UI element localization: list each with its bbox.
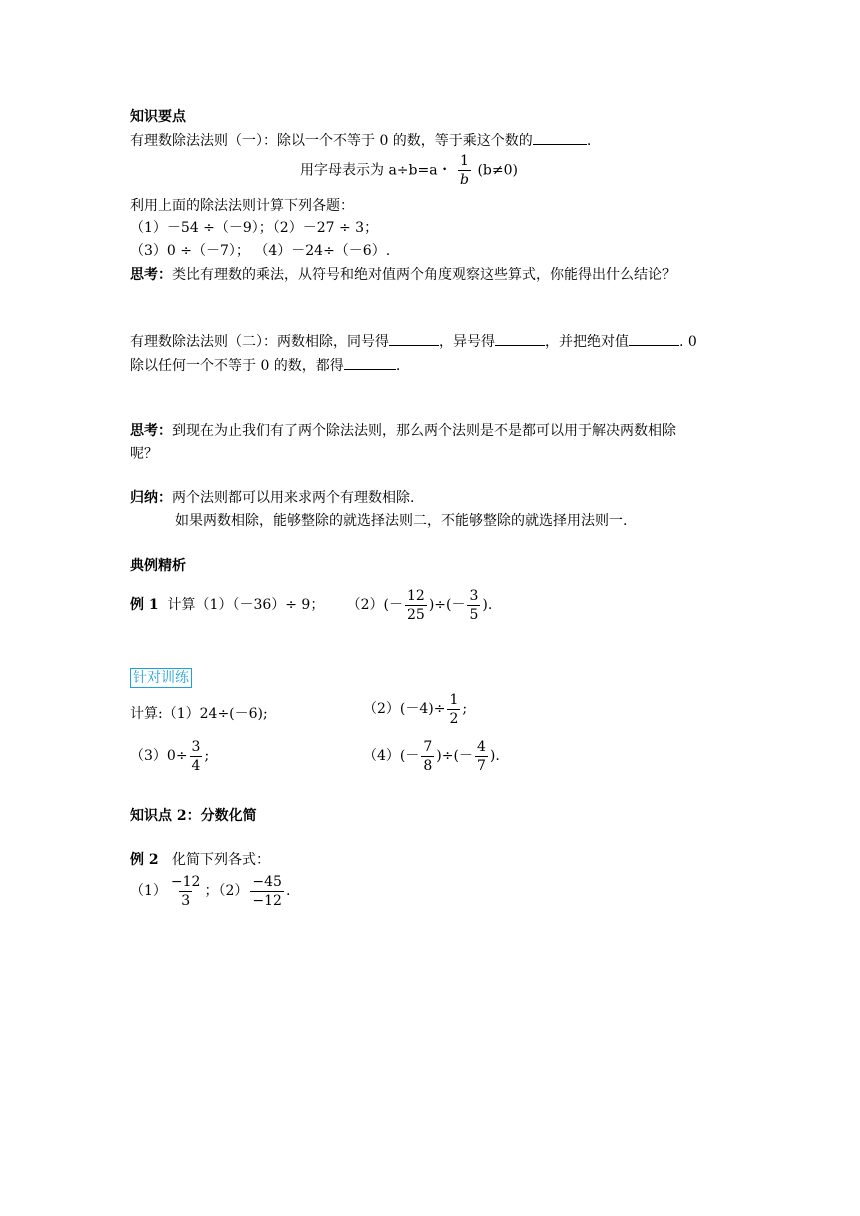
- example-label: 例 2: [130, 852, 159, 868]
- summary-label: 归纳：: [130, 490, 172, 506]
- formula-line: [300, 152, 518, 189]
- exercise-line-1: （1）－54 ÷（－9）；（2）－27 ÷ 3；: [130, 220, 379, 236]
- training-tag: 针对训练: [130, 668, 192, 688]
- example-one-mid: )÷(－: [428, 597, 466, 613]
- training-q1: 计算:（1）24÷(－6);: [130, 706, 268, 722]
- fraction-denominator: 5: [469, 606, 479, 623]
- fraction-1-2: [447, 691, 460, 728]
- heading-knowledge-points: 知识要点: [130, 109, 186, 125]
- example-two: [130, 850, 270, 870]
- answer-blank[interactable]: [495, 331, 545, 346]
- fraction-3-4: [190, 738, 203, 775]
- q2-prefix: （2）(－4)÷: [363, 701, 446, 717]
- fraction-numerator: 1: [449, 691, 459, 708]
- formula-prefix: 用字母表示为 a÷b=a・: [300, 162, 452, 179]
- summary-line-2: 如果两数相除，能够整除的就选择法则二，不能够整除的就选择用法则一.: [175, 513, 628, 529]
- fraction-numerator: 12: [406, 587, 425, 604]
- think-two-line-1: [130, 421, 676, 441]
- fraction-denominator: 8: [423, 757, 433, 774]
- fraction-denominator: −12: [252, 892, 282, 909]
- ex2-part1-label: （1）: [130, 883, 167, 899]
- think-label: 思考：: [130, 423, 172, 439]
- example-one: [130, 586, 492, 624]
- example-two-items: [130, 872, 290, 910]
- rule-two-line-2: [130, 355, 400, 376]
- summary-text: 两个法则都可以用来求两个有理数相除.: [172, 490, 415, 506]
- formula-suffix: (b≠0): [477, 162, 518, 179]
- fraction-numerator: 3: [191, 738, 201, 755]
- fraction-numerator: 4: [476, 738, 486, 755]
- summary-line-1: [130, 488, 414, 508]
- think-text: 类比有理数的乘法，从符号和绝对值两个角度观察这些算式，你能得出什么结论？: [172, 267, 676, 283]
- ex2-end: .: [285, 883, 291, 899]
- rule-two-text-f: .: [395, 358, 401, 374]
- rule-one: [130, 130, 591, 151]
- rule-two-text-a: 有理数除法法则（二）：两数相除，同号得: [130, 334, 389, 350]
- example-label: 例 1: [130, 597, 159, 613]
- heading-point-2: 知识点 2：分数化简: [130, 808, 257, 824]
- training-q2: [363, 690, 467, 728]
- fraction-one-over-b: [458, 152, 471, 189]
- training-tag-line: [130, 668, 192, 688]
- rule-two-text-c: ，并把绝对值: [545, 334, 629, 350]
- answer-blank[interactable]: [344, 355, 396, 370]
- rule-two-text-d: . 0: [679, 334, 697, 350]
- fraction-denominator: 25: [406, 606, 425, 623]
- answer-blank[interactable]: [389, 331, 439, 346]
- answer-blank[interactable]: [629, 331, 679, 346]
- q4-mid: )÷(－: [436, 748, 473, 764]
- example-two-text: 化简下列各式：: [171, 852, 270, 868]
- answer-blank[interactable]: [533, 130, 587, 145]
- think-text: 到现在为止我们有了两个除法法则，那么两个法则是不是都可以用于解决两数相除: [172, 423, 676, 439]
- fraction-4-7: [475, 738, 488, 775]
- rule-two-line-1: [130, 331, 697, 352]
- fraction-denominator: 4: [191, 757, 201, 774]
- fraction-numerator: 1: [460, 153, 469, 169]
- fraction-denominator: 7: [476, 757, 486, 774]
- fraction-numerator: −12: [170, 873, 201, 890]
- fraction-denominator: 2: [449, 710, 459, 727]
- q4-end: ).: [489, 748, 500, 764]
- example-one-part1: 计算（1）（－36）÷ 9；: [167, 597, 325, 613]
- fraction-neg45-neg12: [250, 873, 284, 910]
- rule-two-text-b: ，异号得: [439, 334, 495, 350]
- exercise-line-2: （3）0 ÷（－7）； （4）－24÷（－6）.: [130, 243, 391, 259]
- q3-end: ;: [204, 748, 210, 764]
- fraction-7-8: [421, 738, 434, 775]
- think-two-line-2: 呢？: [130, 446, 158, 462]
- example-one-end: ).: [482, 597, 493, 613]
- training-q3: [130, 737, 209, 775]
- think-one: [130, 265, 676, 285]
- training-q4: [363, 737, 500, 775]
- rule-one-end: .: [586, 133, 592, 149]
- q3-prefix: （3）0÷: [130, 748, 188, 764]
- fraction-12-25: [405, 587, 427, 624]
- fraction-numerator: −45: [252, 873, 282, 890]
- use-rule-text: 利用上面的除法法则计算下列各题：: [130, 198, 354, 214]
- fraction-denominator: b: [460, 172, 469, 188]
- rule-one-text: 有理数除法法则（一）：除以一个不等于 0 的数，等于乘这个数的: [130, 133, 533, 149]
- ex2-separator: ；（2）: [204, 883, 249, 899]
- rule-two-text-e: 除以任何一个不等于 0 的数，都得: [130, 358, 344, 374]
- q4-prefix: （4）(－: [363, 748, 420, 764]
- fraction-numerator: 7: [423, 738, 433, 755]
- fraction-3-5: [467, 587, 480, 624]
- heading-examples: 典例精析: [130, 558, 186, 574]
- fraction-numerator: 3: [469, 587, 479, 604]
- q2-end: ;: [462, 701, 468, 717]
- example-one-part2-prefix: （2）(－: [346, 597, 403, 613]
- fraction-neg12-3: [169, 873, 203, 910]
- fraction-denominator: 3: [181, 892, 191, 909]
- think-label: 思考：: [130, 267, 172, 283]
